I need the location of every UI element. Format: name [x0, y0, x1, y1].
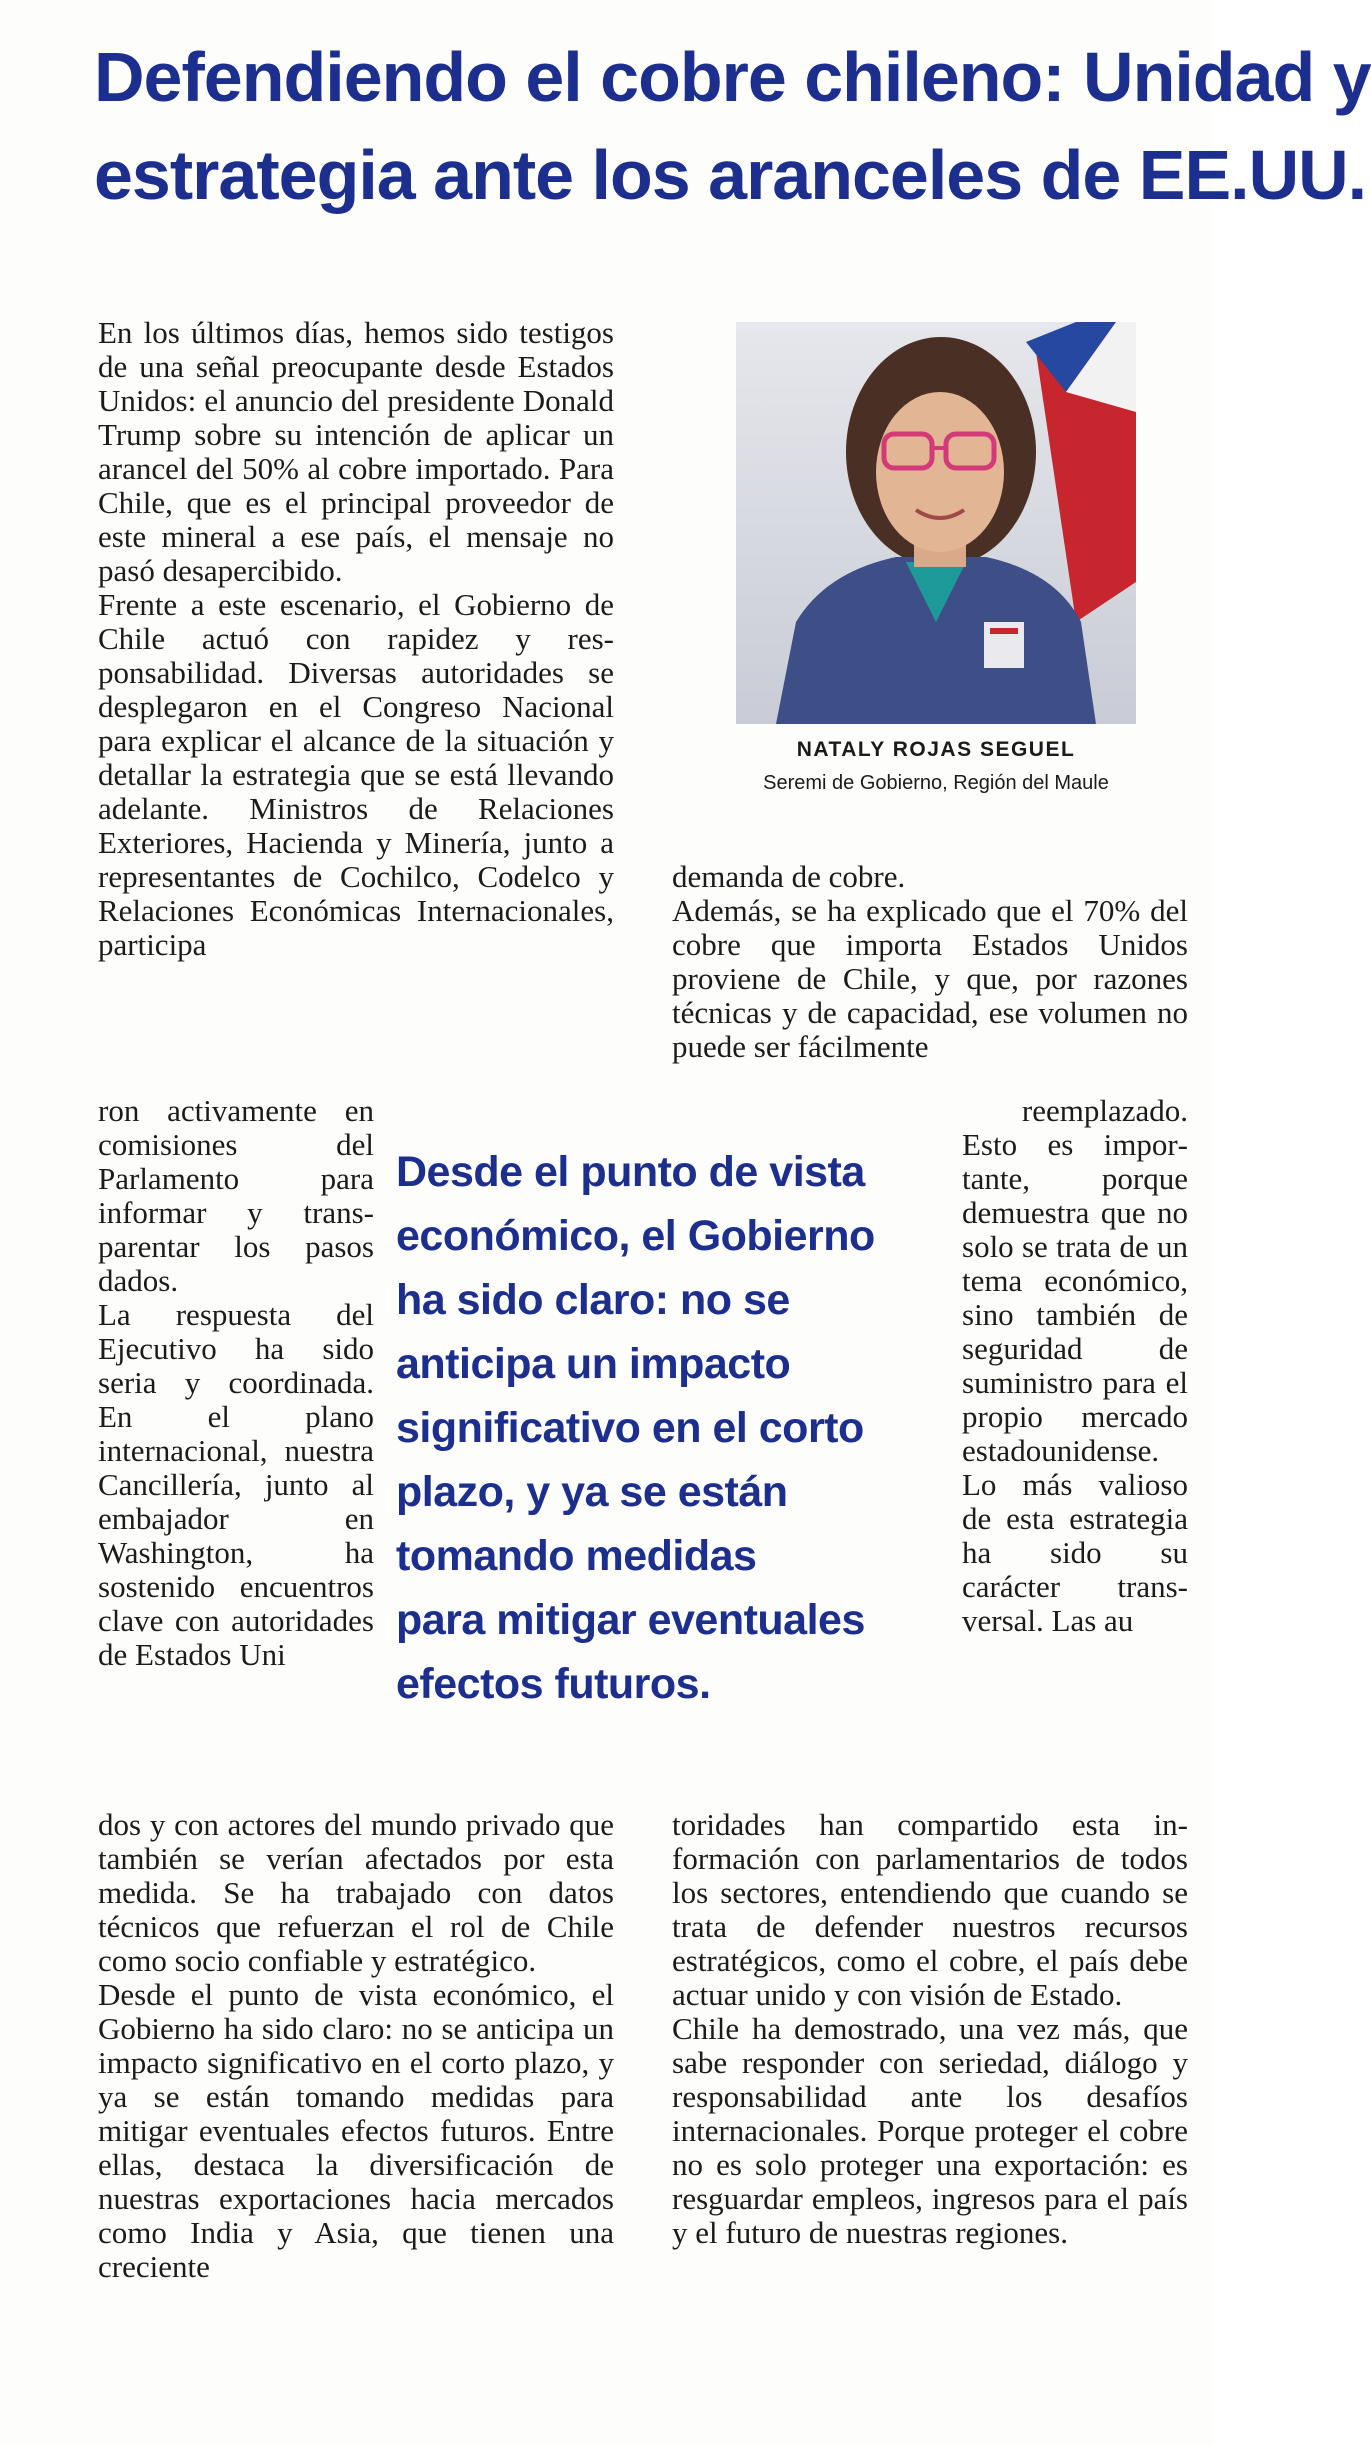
pull-quote-line: ha sido claro: no se: [396, 1276, 790, 1324]
paragraph-1: En los últimos días, hemos sido testigos de una señal preocupante desde Estados Unidos: el anuncio del presidente Donald Trump sobre su intención de aplicar un arancel del 50% al cobre importado. Para Chile, que es el principal proveedor de este mineral a ese país, el mensaje no pasó desapercibido.: [98, 315, 614, 588]
pull-quote-line: significativo en el corto: [396, 1404, 864, 1452]
paragraph-3b: dos y con actores del mundo privado que también se verían afectados por esta medida. Se ha trabajado con datos técnicos que refuerzan el rol de Chile como socio confiable y estratégico.: [98, 1807, 614, 1978]
author-photo: [736, 322, 1136, 724]
article-column-right-upper: [672, 860, 1188, 1064]
article-column-left-top: [98, 316, 614, 962]
pull-quote: [396, 1140, 936, 1716]
pull-quote-line: para mitigar eventuales: [396, 1596, 865, 1644]
article-headline: [94, 28, 1371, 224]
author-role: Seremi de Gobierno, Región del Maule: [763, 772, 1109, 794]
pull-quote-line: efectos futuros.: [396, 1660, 711, 1708]
headline-line-1: Defendiendo el cobre chileno: Unidad y: [94, 38, 1371, 116]
paragraph-5a: Además, se ha explicado que el 70% del cobre que importa Estados Unidos proviene de Chile, y que, por razones técnicas y de capacidad, ese volumen no puede ser fácilmente: [672, 893, 1188, 1064]
paragraph-8: Chile ha demostrado, una vez más, que sabe responder con seriedad, diálogo y responsabilidad ante los desafíos internacionales. Porque proteger el cobre no es solo proteger una exportación: es resguardar empleos, ingresos para el país y el futuro de nuestras regiones.: [672, 2011, 1188, 2250]
paragraph-2b: ron activamente en comisiones del Parlamento para informar y transparentar los pasos dados.: [98, 1093, 374, 1298]
article-column-right-lower: [672, 1808, 1188, 2250]
paragraph-2a: Frente a este escenario, el Gobierno de Chile actuó con rapidez y responsabilidad. Diversas autoridades se desplegaron en el Congreso Nacional para explicar el alcance de la situación y detallar la estrategia que se está llevando adelante. Ministros de Relaciones Exteriores, Hacienda y Minería, junto a representantes de Cochilco, Codelco y Relaciones Económicas Internacionales, participa: [98, 587, 614, 962]
paragraph-3a: La respuesta del Ejecutivo ha sido seria y coordinada. En el plano internacional, nuestra Cancillería, junto al embajador en Washington, ha sostenido encuentros clave con autoridades de Estados Uni: [98, 1297, 374, 1672]
portrait-photo-icon: [736, 322, 1136, 724]
pull-quote-line: tomando medidas: [396, 1532, 757, 1580]
pull-quote-line: Desde el punto de vista: [396, 1148, 865, 1196]
pull-quote-line: económico, el Gobierno: [396, 1212, 875, 1260]
article-column-right-narrow: [962, 1094, 1188, 1638]
paragraph-4c: demanda de cobre.: [672, 859, 906, 894]
paragraph-4: Desde el punto de vista económico, el Gobierno ha sido claro: no se anticipa un impacto significativo en el corto plazo, y ya se están tomando medidas para mitigar eventuales efectos futuros. Entre ellas, destaca la diversificación de nuestras exportaciones hacia mercados como India y Asia, que tienen una creciente: [98, 1977, 614, 2284]
headline-line-2: estrategia ante los aranceles de EE.UU.: [94, 136, 1367, 214]
paragraph-5b: reemplazado.: [1021, 1093, 1188, 1128]
paragraph-7a: Lo más valioso de esta estrategia ha sido su carácter transversal. Las au: [962, 1467, 1188, 1638]
paragraph-6: Esto es importante, porque demuestra que no solo se trata de un tema económico, sino también de seguridad de suministro para el propio mercado estadounidense.: [962, 1127, 1188, 1468]
paragraph-7b: toridades han compartido esta información con parlamentarios de todos los sectores, entendiendo que cuando se trata de defender nuestros recursos estratégicos, como el cobre, el país debe actuar unido y con visión de Estado.: [672, 1807, 1188, 2012]
pull-quote-line: plazo, y ya se están: [396, 1468, 788, 1516]
article-column-left-bottom: [98, 1808, 614, 2284]
author-name: NATALY ROJAS SEGUEL: [796, 738, 1076, 761]
article-column-left-narrow: [98, 1094, 374, 1672]
pull-quote-line: anticipa un impacto: [396, 1340, 791, 1388]
